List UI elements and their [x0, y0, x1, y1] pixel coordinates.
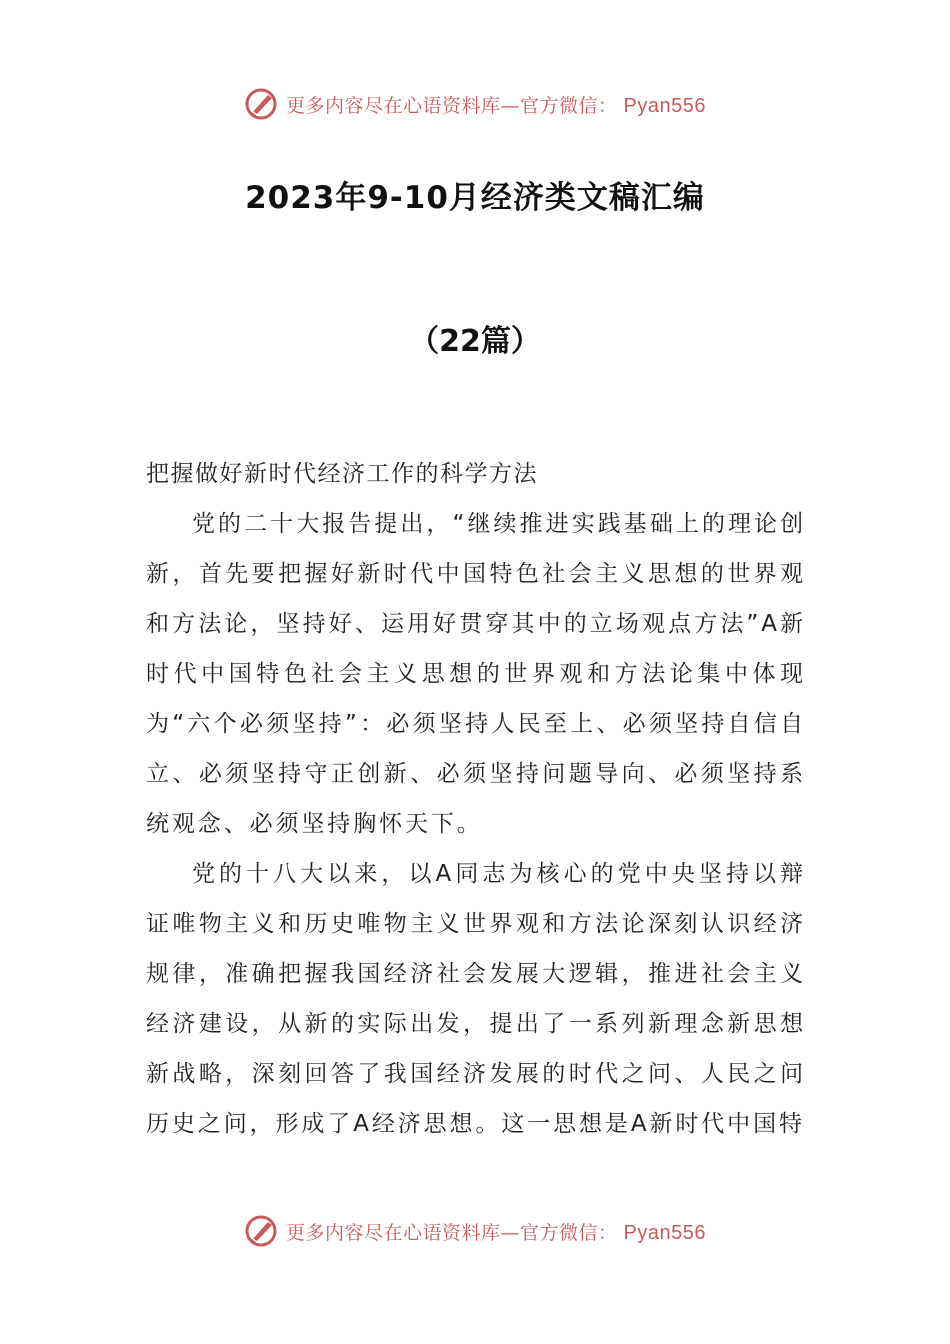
article-heading: 把握做好新时代经济工作的科学方法: [146, 461, 538, 487]
footer-watermark: [0, 1209, 950, 1253]
pen-logo-icon: [244, 1214, 278, 1248]
watermark-text: 更多内容尽在心语资料库—官方微信：: [286, 94, 618, 117]
pen-logo-icon: [244, 87, 278, 121]
watermark-text: 更多内容尽在心语资料库—官方微信：: [286, 1221, 618, 1244]
document-body: [146, 449, 806, 1149]
header-watermark: [0, 82, 950, 126]
document-title: 2023年9-10月经济类文稿汇编: [245, 180, 705, 216]
body-paragraph: 党的十八大以来，以A同志为核心的党中央坚持以辩证唯物主义和历史唯物主义世界观和方法论深刻认识经济规律，准确把握我国经济社会发展大逻辑，推进社会主义经济建设，从新的实际出发，提出了一系列新理念新思想新战略，深刻回答了我国经济发展的时代之问、人民之问历史之问，形成了A经济思想。这一思想是A新时代中国特: [146, 861, 806, 1137]
watermark-wechat-id: Pyan556: [623, 1221, 706, 1244]
body-paragraph: 党的二十大报告提出，“继续推进实践基础上的理论创新，首先要把握好新时代中国特色社会主义思想的世界观和方法论，坚持好、运用好贯穿其中的立场观点方法”A新时代中国特色社会主义思想的世界观和方法论集中体现为“六个必须坚持”：必须坚持人民至上、必须坚持自信自立、必须坚持守正创新、必须坚持问题导向、必须坚持系统观念、必须坚持胸怀天下。: [146, 511, 806, 837]
document-subtitle: （22篇）: [409, 324, 541, 359]
watermark-wechat-id: Pyan556: [623, 94, 706, 117]
